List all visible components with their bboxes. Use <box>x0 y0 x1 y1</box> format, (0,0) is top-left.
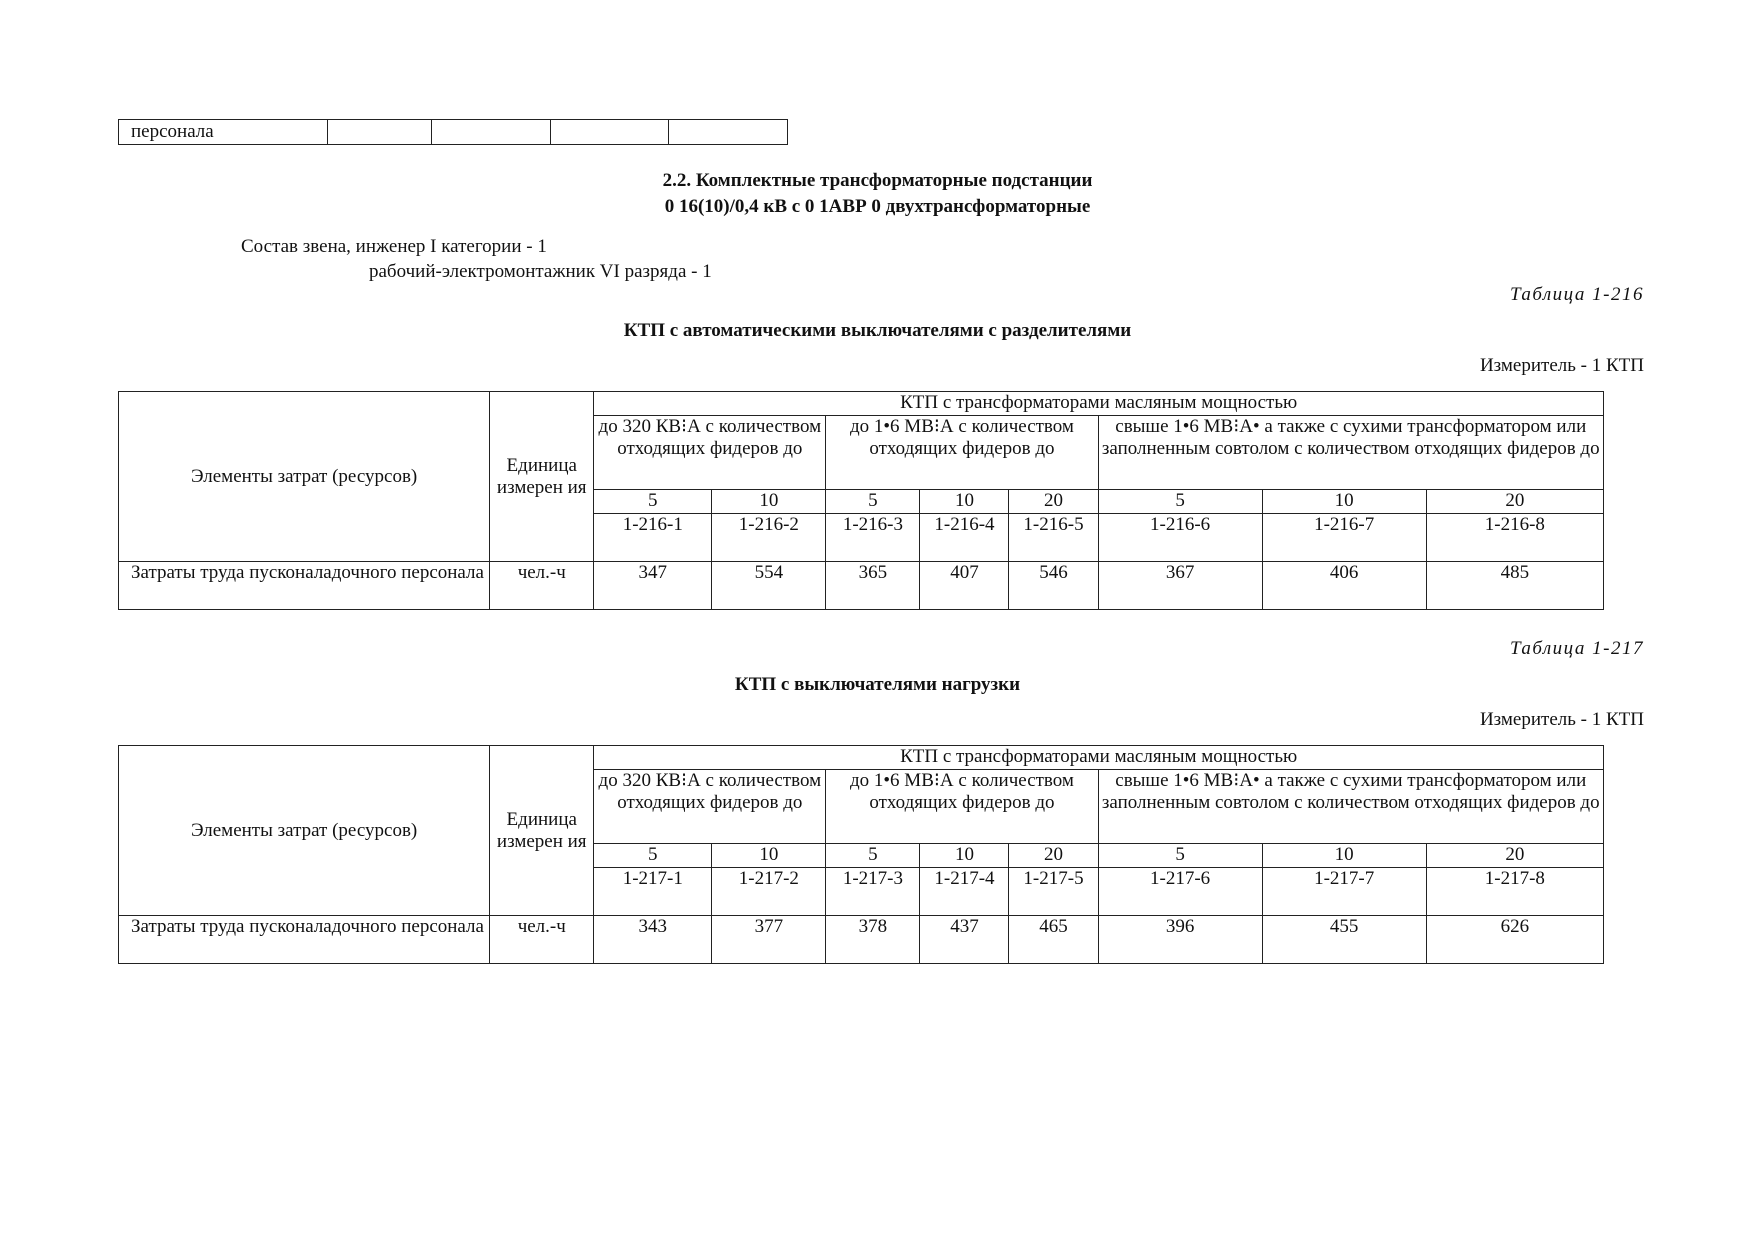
norm-code: 1-217-3 <box>826 868 920 916</box>
row-unit: чел.-ч <box>490 562 594 610</box>
labor-value: 343 <box>594 916 712 964</box>
feeder-count: 10 <box>1262 490 1426 514</box>
labor-value: 365 <box>826 562 920 610</box>
norm-code: 1-217-5 <box>1009 868 1098 916</box>
table-caption-217: КТП с выключателями нагрузки <box>734 674 1021 695</box>
labor-value: 546 <box>1009 562 1098 610</box>
measure-217: Измеритель - 1 КТП <box>1479 709 1644 730</box>
subheader-over-1-6: свыше 1•6 МВ⁝А• а также с сухими трансформатором или заполненным совтолом с количеством отходящих фидеров до <box>1098 416 1603 490</box>
col-unit-header: Единица измерен ия <box>490 746 594 916</box>
feeder-count: 5 <box>594 490 712 514</box>
labor-value: 626 <box>1426 916 1603 964</box>
labor-value: 407 <box>920 562 1009 610</box>
feeder-count: 20 <box>1426 490 1603 514</box>
labor-value: 396 <box>1098 916 1262 964</box>
table-number-216: Таблица 1-216 <box>1509 284 1644 305</box>
feeder-count: 20 <box>1009 490 1098 514</box>
labor-value: 367 <box>1098 562 1262 610</box>
labor-value: 465 <box>1009 916 1098 964</box>
labor-value: 455 <box>1262 916 1426 964</box>
table-row <box>119 916 1604 964</box>
feeder-count: 5 <box>1098 490 1262 514</box>
table-row <box>119 392 1604 416</box>
labor-value: 378 <box>826 916 920 964</box>
norm-code: 1-216-8 <box>1426 514 1603 562</box>
feeder-count: 10 <box>920 844 1009 868</box>
norm-code: 1-216-5 <box>1009 514 1098 562</box>
crew-line2: рабочий-электромонтажник VI разряда - 1 <box>369 261 712 282</box>
norm-code: 1-216-3 <box>826 514 920 562</box>
section-title-line1: 2.2. Комплектные трансформаторные подстанции <box>662 170 1093 191</box>
norm-code: 1-216-6 <box>1098 514 1262 562</box>
feeder-count: 10 <box>712 490 826 514</box>
labor-value: 554 <box>712 562 826 610</box>
table-row <box>119 746 1604 770</box>
table-row <box>119 562 1604 610</box>
previous-table-fragment <box>118 119 788 145</box>
row-label: Затраты труда пусконаладочного персонала <box>119 916 490 964</box>
row-label: Затраты труда пусконаладочного персонала <box>119 562 490 610</box>
table-caption-216: КТП с автоматическими выключателями с разделителями <box>623 320 1132 341</box>
norm-code: 1-217-7 <box>1262 868 1426 916</box>
subheader-1-6: до 1•6 МВ⁝А с количеством отходящих фидеров до <box>826 770 1098 844</box>
norm-code: 1-217-6 <box>1098 868 1262 916</box>
col-unit-header: Единица измерен ия <box>490 392 594 562</box>
feeder-count: 20 <box>1426 844 1603 868</box>
col-elements-header: Элементы затрат (ресурсов) <box>119 392 490 562</box>
col-elements-header: Элементы затрат (ресурсов) <box>119 746 490 916</box>
row-unit: чел.-ч <box>490 916 594 964</box>
norm-code: 1-217-1 <box>594 868 712 916</box>
table-217 <box>118 745 1604 964</box>
feeder-count: 5 <box>826 844 920 868</box>
norm-code: 1-217-8 <box>1426 868 1603 916</box>
feeder-count: 5 <box>826 490 920 514</box>
feeder-count: 20 <box>1009 844 1098 868</box>
norm-code: 1-216-1 <box>594 514 712 562</box>
labor-value: 437 <box>920 916 1009 964</box>
labor-value: 347 <box>594 562 712 610</box>
norm-code: 1-217-4 <box>920 868 1009 916</box>
feeder-count: 10 <box>712 844 826 868</box>
feeder-count: 10 <box>1262 844 1426 868</box>
section-title-line2: 0 16(10)/0,4 кВ с 0 1АВР 0 двухтрансформаторные <box>664 196 1091 217</box>
subheader-1-6: до 1•6 МВ⁝А с количеством отходящих фидеров до <box>826 416 1098 490</box>
fragment-row-label: персонала <box>119 120 328 145</box>
labor-value: 377 <box>712 916 826 964</box>
feeder-count: 5 <box>1098 844 1262 868</box>
table-number-217: Таблица 1-217 <box>1509 638 1644 659</box>
norm-code: 1-216-2 <box>712 514 826 562</box>
labor-value: 485 <box>1426 562 1603 610</box>
table-216 <box>118 391 1604 610</box>
subheader-320: до 320 КВ⁝А с количеством отходящих фидеров до <box>594 416 826 490</box>
feeder-count: 10 <box>920 490 1009 514</box>
subheader-over-1-6: свыше 1•6 МВ⁝А• а также с сухими трансформатором или заполненным совтолом с количеством отходящих фидеров до <box>1098 770 1603 844</box>
measure-216: Измеритель - 1 КТП <box>1479 355 1644 376</box>
table-row <box>119 120 788 145</box>
norm-code: 1-216-4 <box>920 514 1009 562</box>
group-header: КТП с трансформаторами масляным мощностью <box>594 392 1604 416</box>
group-header: КТП с трансформаторами масляным мощностью <box>594 746 1604 770</box>
feeder-count: 5 <box>594 844 712 868</box>
labor-value: 406 <box>1262 562 1426 610</box>
crew-line1: Состав звена, инженер I категории - 1 <box>241 236 547 257</box>
norm-code: 1-217-2 <box>712 868 826 916</box>
norm-code: 1-216-7 <box>1262 514 1426 562</box>
subheader-320: до 320 КВ⁝А с количеством отходящих фидеров до <box>594 770 826 844</box>
